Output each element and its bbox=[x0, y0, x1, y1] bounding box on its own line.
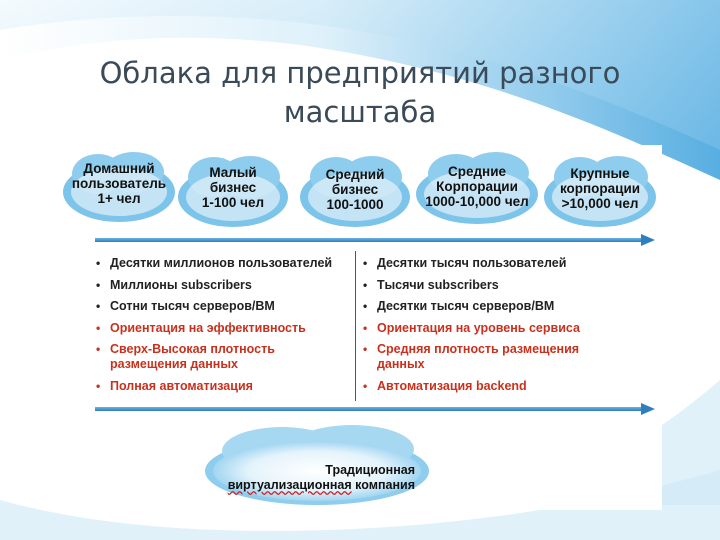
title-line-2: масштаба bbox=[283, 95, 437, 129]
list-item: • Автоматизация backend bbox=[363, 378, 527, 393]
bottom-scale-arrow bbox=[95, 402, 655, 416]
list-item: • Десятки тысяч пользователей bbox=[363, 256, 567, 270]
list-item: • Сотни тысяч серверов/ВМ bbox=[96, 299, 275, 313]
title-line-1: Облака для предприятий разного bbox=[99, 56, 621, 90]
enterprise-cloud-diagram bbox=[60, 145, 662, 510]
cloud-medium-business-label: Средний бизнес 100-1000 bbox=[325, 167, 385, 212]
cloud-small-business-label: Малый бизнес 1-100 чел bbox=[201, 165, 265, 210]
list-item: • Сверх-Высокая плотность размещения данных bbox=[96, 342, 275, 371]
list-item: • Средняя плотность размещения данных bbox=[363, 342, 580, 371]
list-item: • Ориентация на уровень сервиса bbox=[363, 320, 580, 335]
bottom-cloud-label: Традиционная виртуализационная компания bbox=[227, 463, 415, 492]
list-item: • Полная автоматизация bbox=[96, 378, 253, 393]
cloud-large-corporations-label: Крупные корпорации >10,000 чел bbox=[559, 166, 641, 211]
list-item: • Тысячи subscribers bbox=[363, 277, 499, 292]
slide-title bbox=[60, 54, 660, 132]
top-scale-arrow bbox=[95, 233, 655, 247]
list-item: • Миллионы subscribers bbox=[96, 277, 252, 292]
medium-scale-features-list bbox=[363, 256, 663, 400]
list-item: • Ориентация на эффективность bbox=[96, 320, 306, 335]
list-item: • Десятки тысяч серверов/ВМ bbox=[363, 299, 555, 313]
list-item: • Десятки миллионов пользователей bbox=[96, 256, 333, 270]
cloud-home-user-label: Домашний пользователь 1+ чел bbox=[71, 161, 167, 206]
cloud-medium-corporations-label: Средние Корпорации 1000-10,000 чел bbox=[425, 164, 529, 209]
column-divider bbox=[355, 251, 356, 401]
large-scale-features-list bbox=[96, 256, 396, 400]
